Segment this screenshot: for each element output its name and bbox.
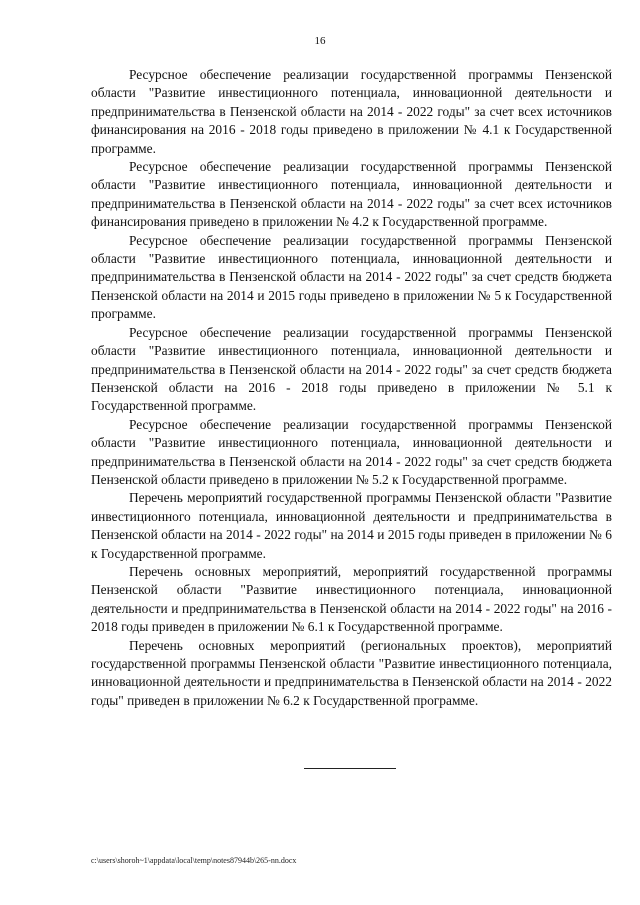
document-body: [91, 66, 612, 710]
paragraph-resource-2016-2018-all-sources: Ресурсное обеспечение реализации государственной программы Пензенской области "Развитие инвестиционного потенциала, инновационной деятельности и предпринимательства в Пензенской области на 2014 - 2022 годы" за счет всех источников финансирования на 2016 - 2018 годы приведено в приложении № 4.1 к Государственной программе.: [91, 67, 612, 156]
paragraph-resource-all-sources: Ресурсное обеспечение реализации государственной программы Пензенской области "Развитие инвестиционного потенциала, инновационной деятельности и предпринимательства в Пензенской области на 2014 - 2022 годы" за счет всех источников финансирования приведено в приложении № 4.2 к Государственной программе.: [91, 159, 612, 230]
separator-line: [304, 768, 396, 769]
paragraph-resource-budget-2014-2015: Ресурсное обеспечение реализации государственной программы Пензенской области "Развитие инвестиционного потенциала, инновационной деятельности и предпринимательства в Пензенской области на 2014 - 2022 годы" за счет средств бюджета Пензенской области на 2014 и 2015 годы приведено в приложении № 5 к Государственной программе.: [91, 232, 612, 322]
page-number: 16: [314, 35, 326, 47]
paragraph-activities-2014-2015: Перечень мероприятий государственной программы Пензенской области "Развитие инвестиционного потенциала, инновационной деятельности и предпринимательства в Пензенской области на 2014 - 2022 годы" на 2014 и 2015 годы приведен в приложении № 6 к Государственной программе.: [91, 490, 612, 561]
paragraph-activities-regional-projects: Перечень основных мероприятий (региональных проектов), мероприятий государственной программы Пензенской области "Развитие инвестиционного потенциала, инновационной деятельности и предпринимательства в Пензенской области на 2014 - 2022 годы" приведен в приложении № 6.2 к Государственной программе.: [91, 637, 612, 708]
paragraph-resource-budget: Ресурсное обеспечение реализации государственной программы Пензенской области "Развитие инвестиционного потенциала, инновационной деятельности и предпринимательства в Пензенской области на 2014 - 2022 годы" за счет средств бюджета Пензенской области приведено в приложении № 5.2 к Государственной программе.: [91, 416, 612, 487]
paragraph-resource-budget-2016-2018: Ресурсное обеспечение реализации государственной программы Пензенской области "Развитие инвестиционного потенциала, инновационной деятельности и предпринимательства в Пензенской области на 2014 - 2022 годы" за счет средств бюджета Пензенской области на 2016 - 2018 годы приведено в приложении № 5.1 к Государственной программе.: [91, 324, 612, 414]
footer-file-path: c:\users\shoroh~1\appdata\local\temp\notes87944b\265-nn.docx: [91, 856, 297, 865]
paragraph-activities-2016-2018: Перечень основных мероприятий, мероприятий государственной программы Пензенской области "Развитие инвестиционного потенциала, инновационной деятельности и предпринимательства в Пензенской области на 2014 - 2022 годы" на 2016 - 2018 годы приведен в приложении № 6.1 к Государственной программе.: [91, 563, 612, 635]
